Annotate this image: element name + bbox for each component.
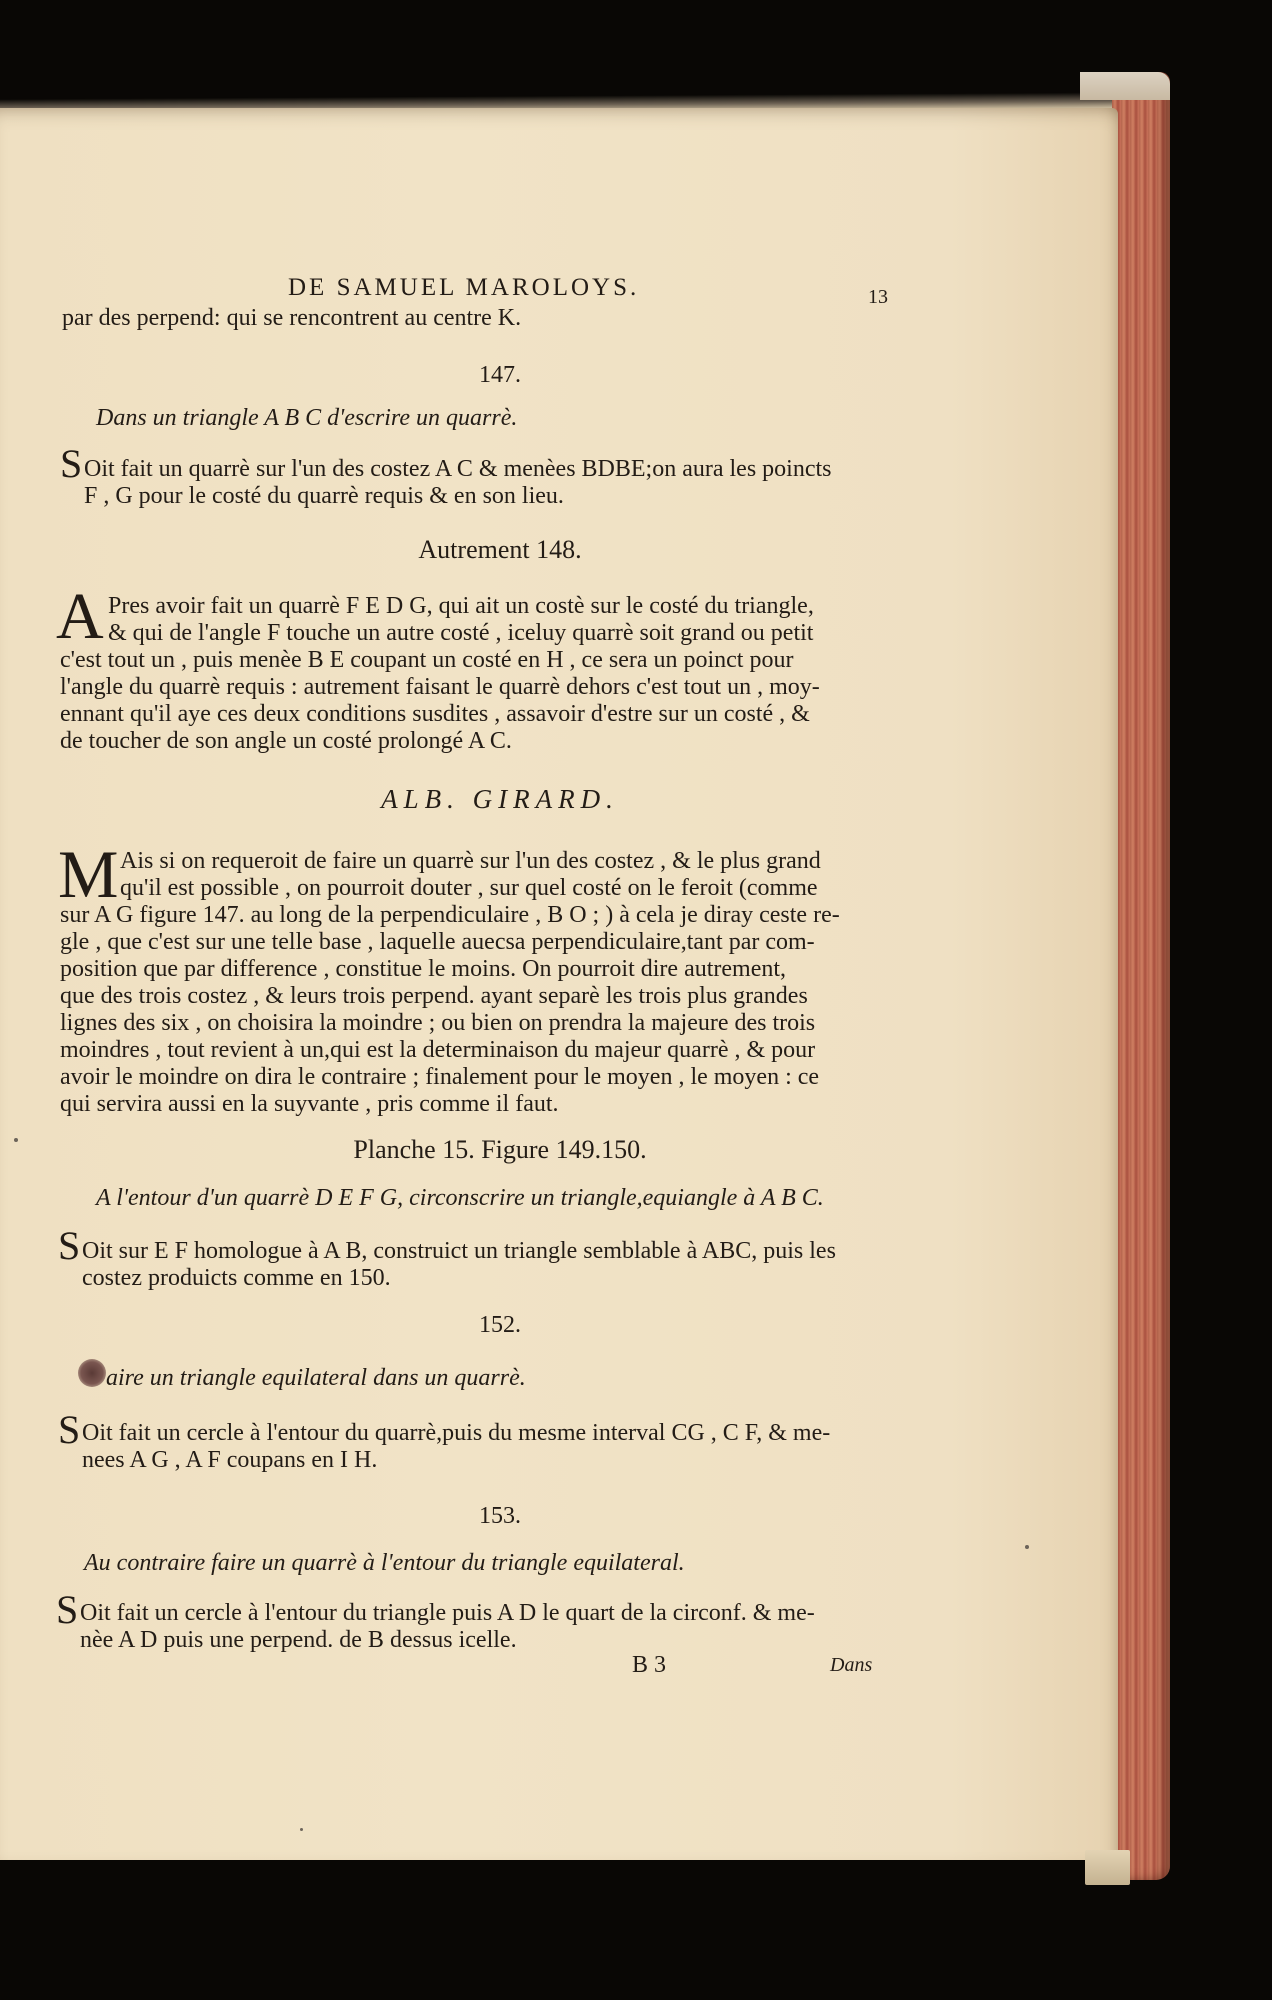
text-line: qui servira aussi en la suyvante , pris comme il faut. <box>60 1091 559 1117</box>
drop-cap: S <box>58 1223 81 1268</box>
proposition-title: Au contraire faire un quarrè à l'entour du triangle equilateral. <box>84 1550 685 1576</box>
signature-mark: B 3 <box>632 1652 667 1678</box>
text-line: moindres , tout revient à un,qui est la determinaison du majeur quarrè , & pour <box>60 1037 816 1063</box>
text-line: F , G pour le costé du quarrè requis & en son lieu. <box>84 483 564 509</box>
proposition-title: Dans un triangle A B C d'escrire un quarrè. <box>96 405 518 431</box>
running-title: DE SAMUEL MAROLOYS. <box>288 274 640 301</box>
text-line: que des trois costez , & leurs trois perpend. ayant separè les trois plus grandes <box>60 983 808 1009</box>
section-heading: Autrement 148. <box>418 535 582 564</box>
figure-reference: Planche 15. Figure 149.150. <box>353 1135 647 1164</box>
text-line: par des perpend: qui se rencontrent au centre K. <box>62 305 522 331</box>
section-heading: ALB. GIRARD. <box>381 784 619 814</box>
text-line: position que par difference , constitue le moins. On pourroit dire autrement, <box>60 956 787 982</box>
text-line: avoir le moindre on dira le contraire ; finalement pour le moyen , le moyen : ce <box>60 1064 820 1090</box>
drop-cap: M <box>58 836 119 912</box>
text-line: Oit sur E F homologue à A B, construict un triangle semblable à ABC, puis les <box>82 1238 836 1264</box>
text-line: c'est tout un , puis menèe B E coupant un costé en H , ce sera un poinct pour <box>60 647 794 673</box>
binding-tab <box>1085 1850 1130 1885</box>
text-line: gle , que c'est sur une telle base , laquelle auecsa perpendiculaire,tant par com- <box>60 929 815 955</box>
text-line: ennant qu'il aye ces deux conditions susdites , assavoir d'estre sur un costé , & <box>60 701 810 727</box>
drop-cap: S <box>60 441 83 486</box>
text-line: de toucher de son angle un costé prolongé A C. <box>60 728 512 754</box>
proposition-title: A l'entour d'un quarrè D E F G, circonscrire un triangle,equiangle à A B C. <box>96 1185 824 1211</box>
text-line: Pres avoir fait un quarrè F E D G, qui ait un costè sur le costé du triangle, <box>108 593 814 619</box>
text-line: Oit fait un quarrè sur l'un des costez A C & menèes BDBE;on aura les poincts <box>84 456 832 482</box>
drop-cap: S <box>58 1407 81 1452</box>
text-line: costez produicts comme en 150. <box>82 1265 391 1291</box>
text-line: sur A G figure 147. au long de la perpendiculaire , B O ; ) à cela je diray ceste re- <box>60 902 840 928</box>
book-corner <box>1080 72 1170 100</box>
proposition-number: 153. <box>479 1503 521 1529</box>
catchword: Dans <box>830 1654 873 1676</box>
speck <box>1025 1545 1029 1549</box>
text-line: lignes des six , on choisira la moindre ; ou bien on prendra la majeure des trois <box>60 1010 816 1036</box>
text-line: & qui de l'angle F touche un autre costé , iceluy quarrè soit grand ou petit <box>108 620 814 646</box>
text-line: l'angle du quarrè requis : autrement faisant le quarrè dehors c'est tout un , moy- <box>60 674 820 700</box>
proposition-title: aire un triangle equilateral dans un quarrè. <box>106 1365 526 1391</box>
text-line: nèe A D puis une perpend. de B dessus icelle. <box>80 1627 517 1653</box>
text-line: Ais si on requeroit de faire un quarrè sur l'un des costez , & le plus grand <box>120 848 821 874</box>
text-line: qu'il est possible , on pourroit douter , sur quel costé on le feroit (comme <box>120 875 818 901</box>
ink-blot <box>78 1359 106 1387</box>
proposition-number: 147. <box>479 362 521 388</box>
text-line: Oit fait un cercle à l'entour du triangle puis A D le quart de la circonf. & me- <box>80 1600 815 1626</box>
page-number: 13 <box>868 286 888 308</box>
speck <box>300 1828 303 1831</box>
proposition-number: 152. <box>479 1312 521 1338</box>
text-line: Oit fait un cercle à l'entour du quarrè,puis du mesme interval CG , C F, & me- <box>82 1420 831 1446</box>
book-fore-edge <box>1112 72 1170 1880</box>
text-line: nees A G , A F coupans en I H. <box>82 1447 378 1473</box>
drop-cap: S <box>56 1587 79 1632</box>
drop-cap: A <box>56 580 104 653</box>
